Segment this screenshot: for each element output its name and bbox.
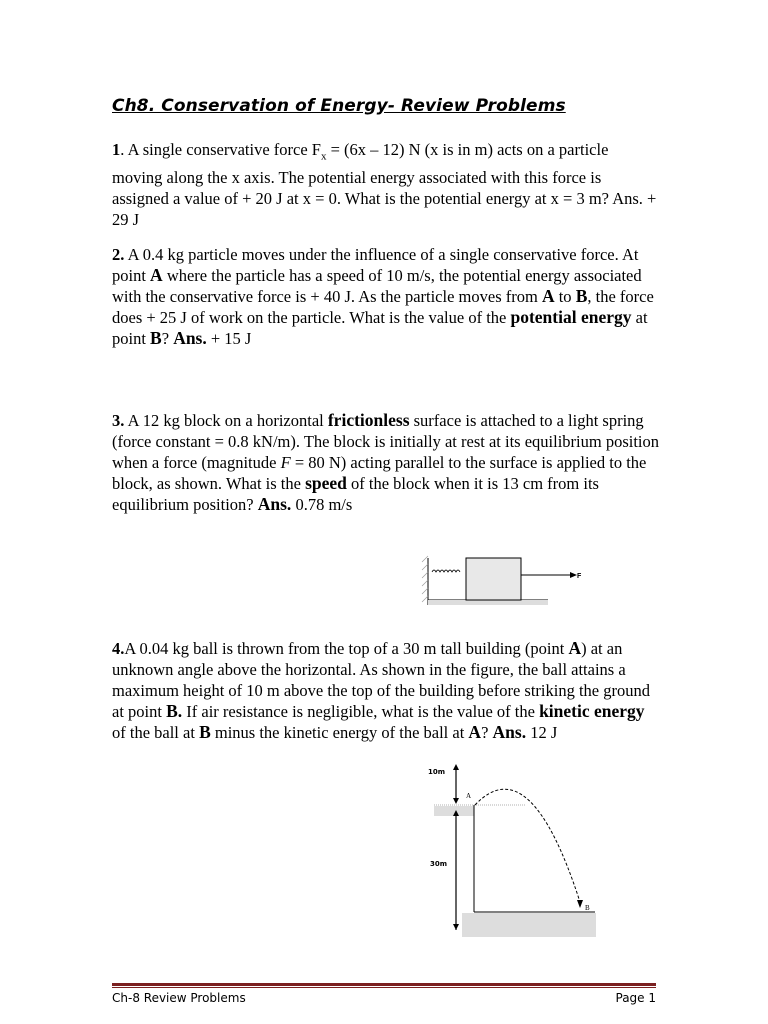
problem-text: surface is attached to a light spring (force constant = 0.8 kN/m). The block is initially at rest at its equilibrium position when a force (magnitude bbox=[112, 411, 659, 472]
answer-value: + 15 J bbox=[206, 329, 252, 348]
problem-2 bbox=[112, 244, 660, 349]
point-label: B. bbox=[166, 701, 183, 721]
point-label: B bbox=[199, 722, 211, 742]
force-label: F bbox=[577, 573, 582, 580]
problem-3 bbox=[112, 410, 660, 515]
problem-number: 4. bbox=[112, 639, 125, 658]
problem-text: = 80 N) acting parallel to the surface is applied to the block, as shown. What is the bbox=[112, 453, 647, 493]
point-label: A bbox=[150, 265, 163, 285]
arrowhead bbox=[453, 764, 459, 770]
problem-text: ? bbox=[481, 723, 493, 742]
bold-phrase: frictionless bbox=[327, 410, 410, 430]
problem-text: of the ball at bbox=[112, 723, 200, 742]
problem-text: A 12 kg block on a horizontal bbox=[124, 411, 328, 430]
force-symbol: F bbox=[280, 453, 291, 472]
problem-1 bbox=[112, 139, 660, 230]
footer-page-number: Page 1 bbox=[615, 991, 656, 1005]
problem-number: 2. bbox=[112, 245, 125, 264]
footer-rule bbox=[112, 983, 656, 986]
point-label: B bbox=[150, 328, 162, 348]
point-label: A bbox=[468, 722, 482, 742]
problem-text: , the force does + 25 J of work on the particle. What is the value of the bbox=[112, 287, 654, 327]
page-title: Ch8. Conservation of Energy- Review Problems bbox=[112, 96, 566, 116]
answer-value: 0.78 m/s bbox=[291, 495, 353, 514]
problem-text: to bbox=[554, 287, 576, 306]
block bbox=[466, 558, 521, 600]
wall-hatching bbox=[422, 556, 428, 602]
problem-text: = (6x – 12) N (x is in m) acts on a particle moving along the x axis. The potential energy associated with this force is assigned a value of + 20 J at x = 0. What is the potential energy at x = 3 m? Ans. + 29 J bbox=[112, 140, 657, 230]
problem-text: of the block when it is 13 cm from its equilibrium position? bbox=[112, 474, 599, 514]
problem-number: 3. bbox=[112, 411, 125, 430]
point-label: A bbox=[568, 638, 582, 658]
problem-text: ) at an unknown angle above the horizontal. As shown in the figure, the ball attains a maximum height of 10 m above the top of the building before striking the ground at point bbox=[112, 639, 650, 721]
arrowhead bbox=[570, 572, 577, 578]
height-label-10m: 10m bbox=[428, 768, 446, 776]
problem-text: where the particle has a speed of 10 m/s, the potential energy associated with the conservative force is + 40 J. As the particle moves from bbox=[112, 266, 642, 306]
bold-phrase: kinetic energy bbox=[539, 701, 645, 721]
point-label: A bbox=[541, 286, 555, 306]
point-b-label: B bbox=[585, 904, 590, 912]
problem-text: A 0.4 kg particle moves under the influence of a single conservative force. At point bbox=[112, 245, 639, 285]
subscript: x bbox=[320, 150, 327, 163]
problem-text: . A single conservative force F bbox=[120, 140, 321, 159]
height-label-30m: 30m bbox=[430, 860, 448, 868]
arrowhead bbox=[453, 798, 459, 804]
footer-left: Ch-8 Review Problems bbox=[112, 991, 246, 1005]
problem-text: ? bbox=[161, 329, 174, 348]
problem-text: at point bbox=[112, 308, 648, 348]
answer-label: Ans. bbox=[492, 722, 527, 742]
spring-block-figure bbox=[420, 550, 620, 610]
problem-text: minus the kinetic energy of the ball at bbox=[210, 723, 469, 742]
point-a-label: A bbox=[466, 792, 472, 800]
problem-text: A 0.04 kg ball is thrown from the top of a 30 m tall building (point bbox=[124, 639, 569, 658]
answer-label: Ans. bbox=[173, 328, 207, 348]
trajectory bbox=[475, 789, 580, 902]
point-label: B bbox=[575, 286, 588, 306]
answer-value: 12 J bbox=[526, 723, 558, 742]
spring bbox=[432, 570, 460, 572]
footer-rule-thin bbox=[112, 987, 656, 988]
ground-hatching bbox=[462, 913, 596, 937]
problem-text: If air resistance is negligible, what is the value of the bbox=[182, 702, 540, 721]
problem-number: 1 bbox=[112, 140, 121, 159]
projectile-figure bbox=[420, 762, 610, 942]
problem-4 bbox=[112, 638, 660, 743]
answer-label: Ans. bbox=[257, 494, 292, 514]
arrowhead bbox=[577, 900, 583, 908]
bold-phrase: potential energy bbox=[510, 307, 632, 327]
arrowhead bbox=[453, 924, 459, 930]
bold-phrase: speed bbox=[305, 473, 347, 493]
floor-hatching bbox=[428, 600, 548, 605]
